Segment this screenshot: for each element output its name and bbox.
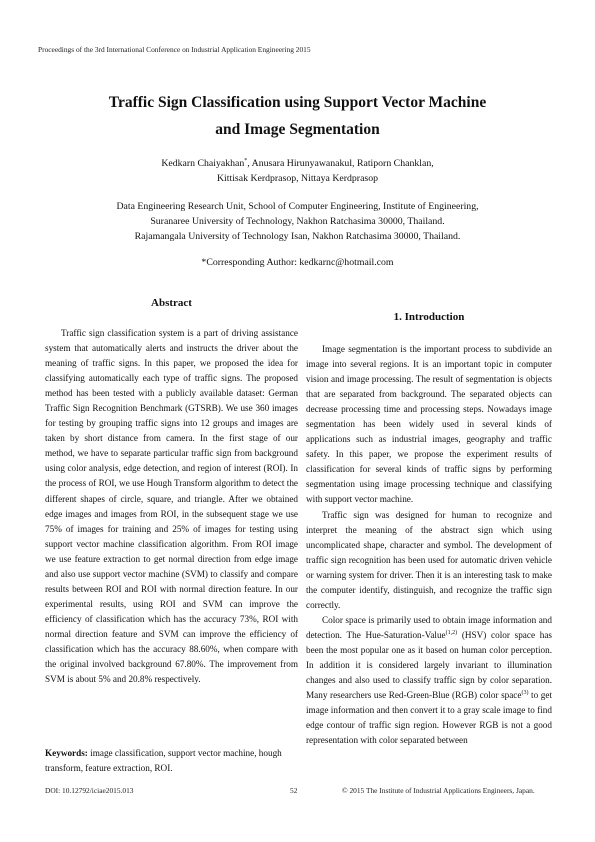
title-line-1: Traffic Sign Classification using Support Vector Machine: [108, 94, 487, 111]
corresponding-mark: *: [244, 158, 248, 164]
doi: DOI: 10.12792/iciae2015.013: [45, 786, 134, 795]
title-line-2: and Image Segmentation: [215, 121, 380, 138]
intro-paragraph-2: Traffic sign was designed for human to recognize and interpret the meaning of the abstract sign which using uncomplicated shape, character and symbol. The development of traffic sign recognition has been used for automatic driven vehicle or warning system for driver. Then it is an interesting task to make the computer identify, distinguish, and recognize the traffic sign correctly.: [306, 509, 552, 610]
affiliation-line-3: Rajamangala University of Technology Isan, Nakhon Ratchasima 30000, Thailand.: [134, 231, 461, 242]
keywords-label: Keywords:: [45, 748, 88, 758]
authors-line-1: [40, 156, 555, 171]
intro-p3-part-b: (HSV) color space has been the most popular one as it based on human color perception. In addition it is considered largely invariant to illumination changes and also used to classify traffic sign by color separation. Many researchers use Red-Green-Blue (RGB) color space: [306, 629, 552, 701]
page-number: 52: [290, 786, 298, 795]
authors-line-2: Kittisak Kerdprasop, Nittaya Kerdprasop: [216, 173, 379, 184]
authors-line-1-rest: , Anusara Hirunyawanakul, Ratiporn Chanklan,: [247, 158, 434, 169]
intro-p3-part-c: to get image information and then convert it to a gray scale image to find edge contour of traffic sign region. However RGB is not a good representation with color separated between: [306, 690, 552, 746]
paper-title: [40, 89, 555, 143]
citation-1-2: (1,2): [445, 629, 458, 636]
intro-paragraph-1: Image segmentation is the important process to subdivide an image into several regions. It is an important topic in computer vision and image processing. The result of segmentation is objects that are separated from background. The separated objects can decrease processing time and processing steps. Nowadays image segmentation has been widely used in several kinds of applications such as industrial images, geography and traffic safety. In this paper, we propose the experiment results of classification for several kinds of traffic signs by performing segmentation using image processing technique and classifying with support vector machine.: [306, 344, 552, 505]
author-list: [40, 156, 555, 186]
citation-3: (3): [521, 690, 529, 697]
first-author: Kedkarn Chaiyakhan: [161, 158, 245, 169]
copyright: © 2015 The Institute of Industrial Applications Engineers, Japan.: [342, 786, 535, 795]
abstract-body: [45, 326, 298, 687]
affiliation-line-1: Data Engineering Research Unit, School of Computer Engineering, Institute of Engineering,: [116, 201, 479, 212]
affiliation-line-2: Suranaree University of Technology, Nakhon Ratchasima 30000, Thailand.: [150, 216, 445, 227]
keywords-text: image classification, support vector machine, hough transform, feature extraction, ROI.: [45, 748, 282, 774]
proceedings-header: Proceedings of the 3rd International Conference on Industrial Application Engineering 2015: [38, 45, 311, 54]
abstract-heading: Abstract: [151, 297, 192, 309]
abstract-paragraph: Traffic sign classification system is a part of driving assistance system that automatically alerts and instructs the driver about the meaning of traffic signs. In this paper, we proposed the idea for classifying automatically each type of traffic signs. The proposed method has been tested with a publicly available dataset: German Traffic Sign Recognition Benchmark (GTSRB). We use 360 images for testing by grouping traffic signs into 12 groups and images are taken by short distance from camera. In the first stage of our method, we have to separate particular traffic sign from background using color analysis, edge detection, and region of interest (ROI). In the process of ROI, we use Hough Transform algorithm to detect the different shapes of circle, square, and triangle. After we obtained edge images and images from ROI, in the subsequent stage we use 75% of images for training and 25% of images for testing using support vector machine classification algorithm. From ROI image we use feature extraction to get normal direction from edge image and also use support vector machine (SVM) to classify and compare results between ROI and ROI with normal direction feature. In our experimental results, using ROI and SVM can improve the efficiency of classification which has the accuracy 73%, ROI with normal direction feature and SVM can improve the efficiency of classification which has the accuracy 88.60%, when compare with the original involved background 67.80%. The improvement from SVM is about 5% and 20.8% respectively.: [45, 328, 298, 685]
introduction-body: [306, 342, 552, 748]
corresponding-author: *Corresponding Author: kedkarnc@hotmail.com: [201, 257, 394, 268]
keywords: [45, 746, 298, 776]
introduction-heading: 1. Introduction: [393, 311, 465, 323]
intro-paragraph-3: [306, 613, 552, 748]
affiliation: [40, 199, 555, 244]
intro-p3-part-a: Color space is primarily used to obtain image information and detection. The Hue-Saturation-Value: [306, 614, 552, 640]
